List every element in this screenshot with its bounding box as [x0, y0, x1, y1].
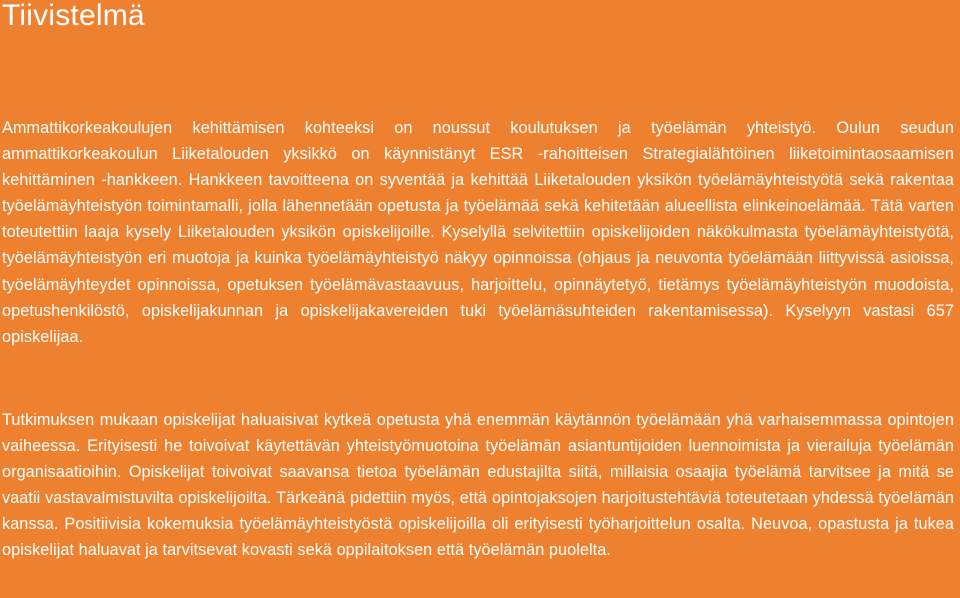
paragraph-1: Ammattikorkeakoulujen kehittämisen kohteeksi on noussut koulutuksen ja työelämän yhteistyö. Oulun seudun ammattikorkeakoulun Liiketalouden yksikkö on käynnistänyt ESR -rahoitteisen Strategialähtöinen liiketoimintaosaamisen kehittäminen -hankkeen. Hankkeen tavoitteena on syventää ja kehittää Liiketalouden yksikön työelämäyhteistyötä sekä rakentaa työelämäyhteistyön toimintamalli, jolla lähennetään opetusta ja työelämää sekä kehitetään alueellista elinkeinoelämää. Tätä varten toteutettiin laaja kysely Liiketalouden yksikön opiskelijoille. Kyselyllä selvitettiin opiskelijoiden näkökulmasta työelämäyhteistyötä, työelämäyhteistyön eri muotoja ja kuinka työelämäyhteistyö näkyy opinnoissa (ohjaus ja neuvonta työelämään liittyvissä asioissa, työelämäyhteydet opinnoissa, opetuksen työelämävastaavuus, harjoittelu, opinnäytetyö, tietämys työelämäyhteistyön muodoista, opetushenkilöstö, opiskelijakunnan ja opiskelijakavereiden tuki työelämäsuhteiden rakentamisessa). Kyselyyn vastasi 657 opiskelijaa. [2, 119, 954, 346]
paragraph-2: Tutkimuksen mukaan opiskelijat haluaisivat kytkeä opetusta yhä enemmän käytännön työelämään yhä varhaisemmassa opintojen vaiheessa. Erityisesti he toivoivat käytettävän yhteistyömuotoina työelämän asiantuntijoiden luennoimista ja vierailuja työelämän organisaatioihin. Opiskelijat toivoivat saavansa tietoa työelämän edustajilta siitä, millaisia osaajia työelämä tarvitsee ja mitä se vaatii vastavalmistuvilta opiskelijoilta. Tärkeänä pidettiin myös, että opintojaksojen harjoitustehtäviä toteutetaan yhdessä työelämän kanssa. Positiivisia kokemuksia työelämäyhteistyöstä opiskelijoilla oli erityisesti työharjoittelun osalta. Neuvoa, opastusta ja tukea opiskelijat haluavat ja tarvitsevat kovasti sekä oppilaitoksen että työelämän puolelta. [2, 411, 954, 560]
page-title: Tiivistelmä [2, 0, 145, 32]
